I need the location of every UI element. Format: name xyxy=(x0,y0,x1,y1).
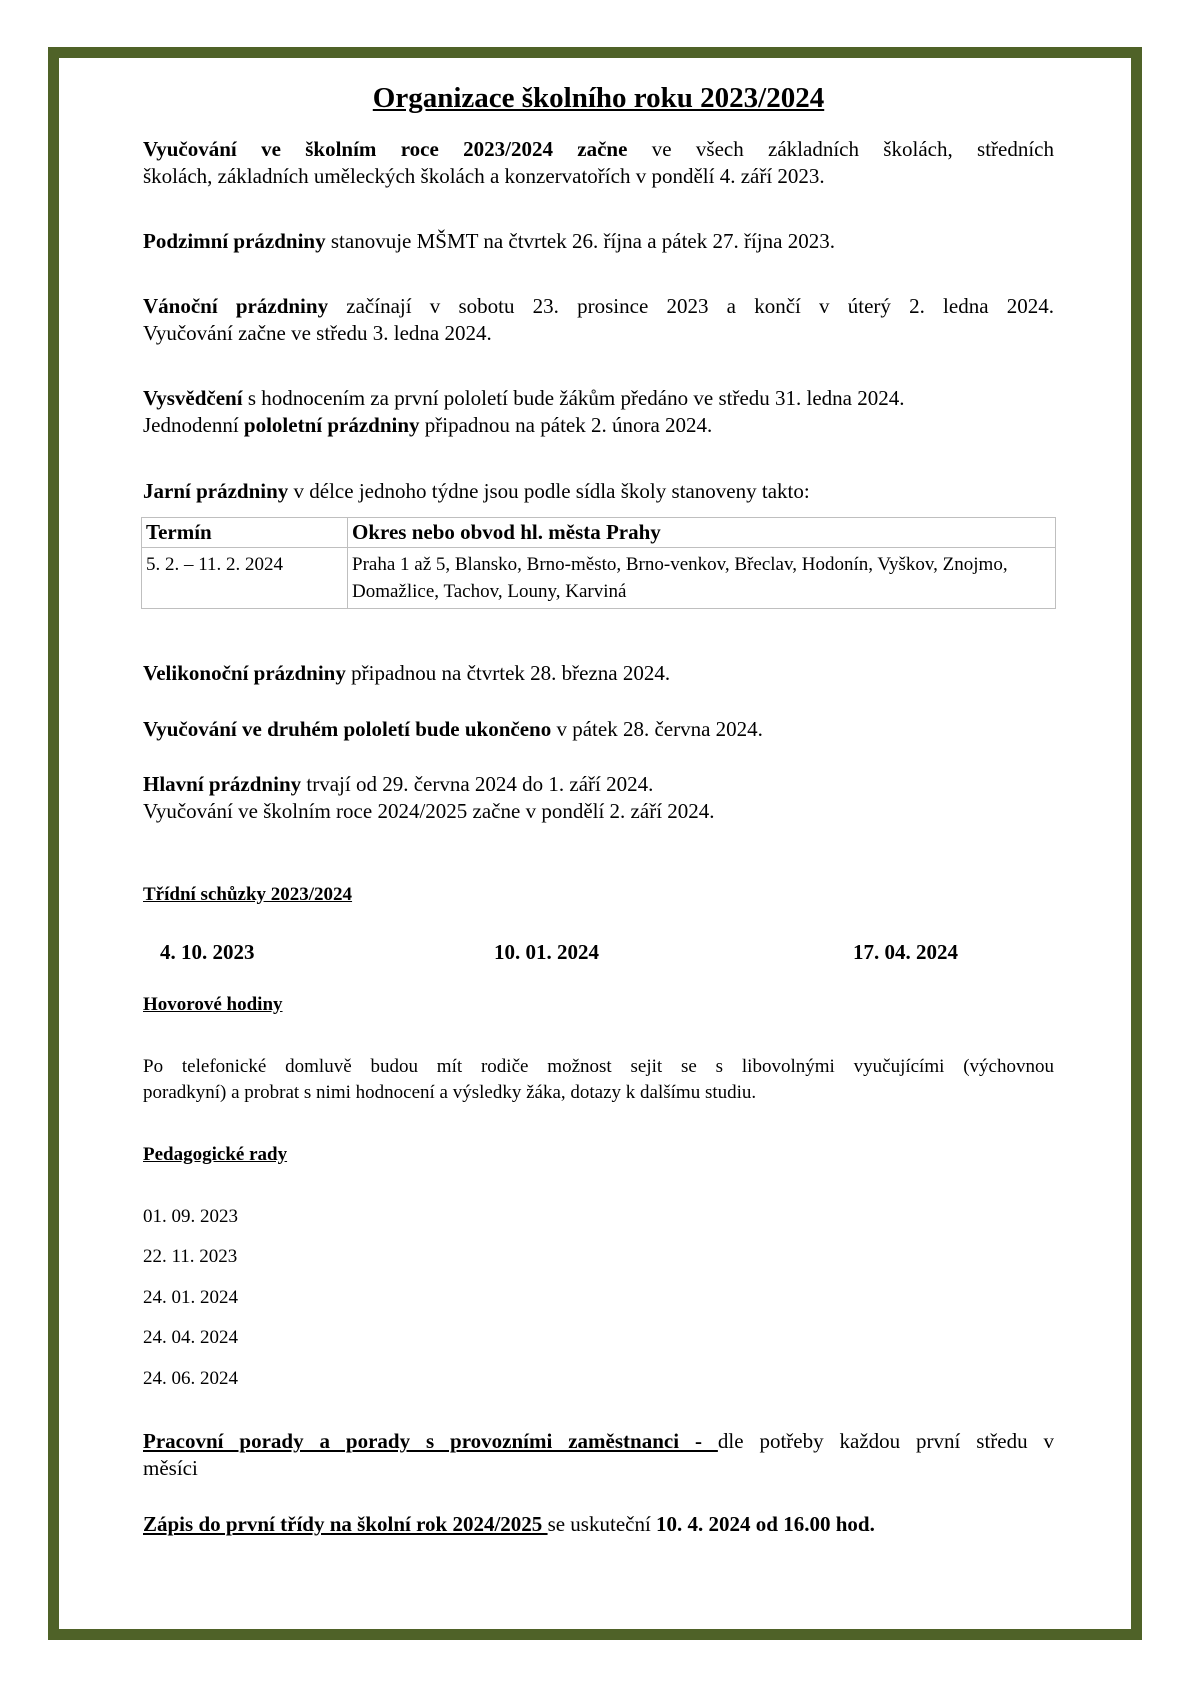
paragraph-christmas-holidays xyxy=(143,293,1054,347)
autumn-holidays-text: stanovuje MŠMT na čtvrtek 26. října a pátek 27. října 2023. xyxy=(325,229,835,253)
council-date-4: 24. 04. 2024 xyxy=(143,1327,238,1348)
council-date-5: 24. 06. 2024 xyxy=(143,1368,238,1389)
paragraph-report-card xyxy=(143,385,1054,439)
council-date-2: 22. 11. 2023 xyxy=(143,1246,238,1267)
easter-holidays-text: připadnou na čtvrtek 28. března 2024. xyxy=(345,661,671,685)
paragraph-spring-holidays xyxy=(143,478,1054,505)
second-term-end-bold: Vyučování ve druhém pololetí bude ukončeno xyxy=(143,717,552,741)
summer-holidays-line1: trvají od 29. června 2024 do 1. září 2024. xyxy=(301,772,654,796)
paragraph-autumn-holidays xyxy=(143,228,1054,255)
work-meetings-line1: dle potřeby každou první středu v xyxy=(717,1429,1055,1453)
meetings-heading: Třídní schůzky 2023/2024 xyxy=(143,884,353,905)
spring-holidays-text: v délce jednoho týdne jsou podle sídla školy stanoveny takto: xyxy=(288,479,810,503)
meeting-date-3: 17. 04. 2024 xyxy=(853,940,958,964)
enrollment-date: 10. 4. 2024 od 16.00 hod. xyxy=(656,1512,875,1536)
paragraph-enrollment xyxy=(143,1511,1054,1538)
summer-holidays-bold: Hlavní prázdniny xyxy=(143,772,302,796)
table-cell-term: 5. 2. – 11. 2. 2024 xyxy=(142,548,348,609)
easter-holidays-bold: Velikonoční prázdniny xyxy=(143,661,346,685)
meeting-date-2: 10. 01. 2024 xyxy=(494,940,599,964)
paragraph-second-term-end xyxy=(143,716,1054,743)
school-start-line2: školách, základních uměleckých školách a konzervatořích v pondělí 4. září 2023. xyxy=(143,164,825,188)
half-term-pre: Jednodenní xyxy=(143,413,244,437)
school-start-line1: ve všech základních školách, středních xyxy=(627,137,1055,161)
council-date-1: 01. 09. 2023 xyxy=(143,1206,238,1227)
report-card-line1: s hodnocením za první pololetí bude žákům předáno ve středu 31. ledna 2024. xyxy=(242,386,905,410)
school-start-bold: Vyučování ve školním roce 2023/2024 začne xyxy=(143,137,628,161)
autumn-holidays-bold: Podzimní prázdniny xyxy=(143,229,326,253)
report-card-bold: Vysvědčení xyxy=(143,386,243,410)
summer-holidays-line2: Vyučování ve školním roce 2024/2025 začne v pondělí 2. září 2024. xyxy=(143,799,715,823)
paragraph-easter-holidays xyxy=(143,660,1054,687)
councils-heading: Pedagogické rady xyxy=(143,1144,288,1165)
table-header-district: Okres nebo obvod hl. města Prahy xyxy=(348,518,1056,548)
work-meetings-line2: měsíci xyxy=(143,1456,198,1480)
consult-line1: Po telefonické domluvě budou mít rodiče možnost sejit se s libovolnými vyučujícími (výchovnou xyxy=(143,1056,1054,1077)
work-meetings-bold: Pracovní porady a porady s provozními zaměstnanci - xyxy=(143,1429,718,1453)
meeting-date-1: 4. 10. 2023 xyxy=(160,940,255,964)
half-term-bold: pololetní prázdniny xyxy=(243,413,420,437)
paragraph-work-meetings xyxy=(143,1428,1054,1482)
consult-line2: poradkyní) a probrat s nimi hodnocení a výsledky žáka, dotazy k dalšímu studiu. xyxy=(143,1082,757,1103)
table-cell-districts: Praha 1 až 5, Blansko, Brno-město, Brno-venkov, Břeclav, Hodonín, Vyškov, Znojmo, Domažlice, Tachov, Louny, Karviná xyxy=(348,548,1056,609)
half-term-rest: připadnou na pátek 2. února 2024. xyxy=(419,413,713,437)
spring-holidays-bold: Jarní prázdniny xyxy=(143,479,289,503)
table-header-row xyxy=(142,518,1056,548)
page-border xyxy=(48,47,1142,1640)
christmas-holidays-line1: začínají v sobotu 23. prosince 2023 a končí v úterý 2. ledna 2024. xyxy=(328,294,1054,318)
council-date-3: 24. 01. 2024 xyxy=(143,1287,238,1308)
enrollment-bold: Zápis do první třídy na školní rok 2024/2025 xyxy=(143,1512,548,1536)
second-term-end-text: v pátek 28. června 2024. xyxy=(551,717,763,741)
paragraph-summer-holidays xyxy=(143,771,1054,825)
table-header-term: Termín xyxy=(142,518,348,548)
christmas-holidays-line2: Vyučování začne ve středu 3. ledna 2024. xyxy=(143,321,492,345)
table-row xyxy=(142,548,1056,609)
christmas-holidays-bold: Vánoční prázdniny xyxy=(143,294,329,318)
page-title: Organizace školního roku 2023/2024 xyxy=(372,82,825,114)
spring-holidays-table xyxy=(141,517,1056,609)
enrollment-mid: se uskuteční xyxy=(547,1512,657,1536)
consult-paragraph xyxy=(143,1054,1054,1106)
paragraph-school-start xyxy=(143,136,1054,190)
consult-heading: Hovorové hodiny xyxy=(143,994,283,1015)
